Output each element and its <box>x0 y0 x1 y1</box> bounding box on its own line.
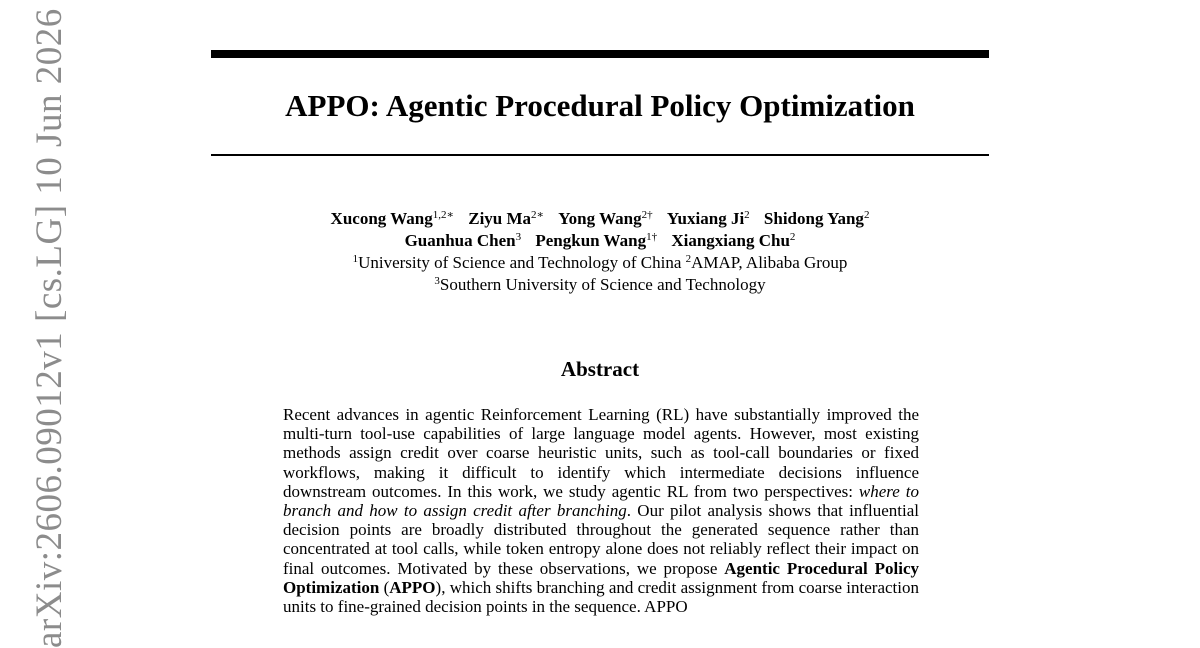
title-top-rule <box>211 50 989 58</box>
method-name: Agentic Procedural Policy Optimization <box>283 558 919 597</box>
author-name: Pengkun Wang$^{1\dagger}$ <box>535 231 658 250</box>
author-line-1 <box>211 208 989 230</box>
affiliation-line-1: $^1$University of Science and Technology of China $^2$AMAP, Alibaba Group <box>352 253 848 272</box>
abstract-emphasis: where to branch and how to assign credit after branching <box>283 481 920 521</box>
author-name: Xucong Wang$^{1,2∗}$ <box>330 209 454 228</box>
author-name: Yuxiang Ji$^2$ <box>666 209 750 228</box>
author-block <box>211 208 989 296</box>
author-name: Guanhua Chen$^3$ <box>404 231 522 250</box>
abstract-paragraph: Recent advances in agentic Reinforcement Learning (RL) have substantially improved the multi-turn tool-use capabilities of large language model agents. However, most existing methods assign credit over coarse heuristic units, such as tool-call boundaries or fixed workflows, making it difficult to identify which intermediate decisions influence downstream outcomes. In this work, we study agentic RL from two perspectives: where to branch and how to assign credit after branching. Our pilot analysis shows that influential decision points are broadly distributed throughout the generated sequence rather than concentrated at tool calls, while token entropy alone does not reliably reflect their impact on final outcomes. Motivated by these observations, we propose Agentic Procedural Policy Optimization (APPO), which shifts branching and credit assignment from coarse interaction units to fine-grained decision points in the sequence. APPO <box>283 405 920 617</box>
method-acronym: APPO <box>389 577 436 597</box>
abstract-body <box>283 405 919 616</box>
abstract-heading: Abstract <box>560 357 640 381</box>
author-name: Ziyu $Ma^{2∗}$ <box>468 209 545 228</box>
author-line-2 <box>211 230 989 252</box>
author-name: Shidong Yang$^2$ <box>763 209 870 228</box>
author-name: Xiangxiang Chu$^2$ <box>671 231 796 250</box>
paper-title: APPO: Agentic Procedural Policy Optimization <box>285 88 915 123</box>
title-bottom-rule <box>211 154 989 156</box>
affiliation-line-2: $^3$Southern University of Science and Technology <box>434 275 766 294</box>
arxiv-identifier-stamp: arXiv:2606.09012v1 [cs.LG] 10 Jun 2026 <box>29 8 70 648</box>
author-name: Yong Wang$^{2\dagger}$ <box>558 209 653 228</box>
